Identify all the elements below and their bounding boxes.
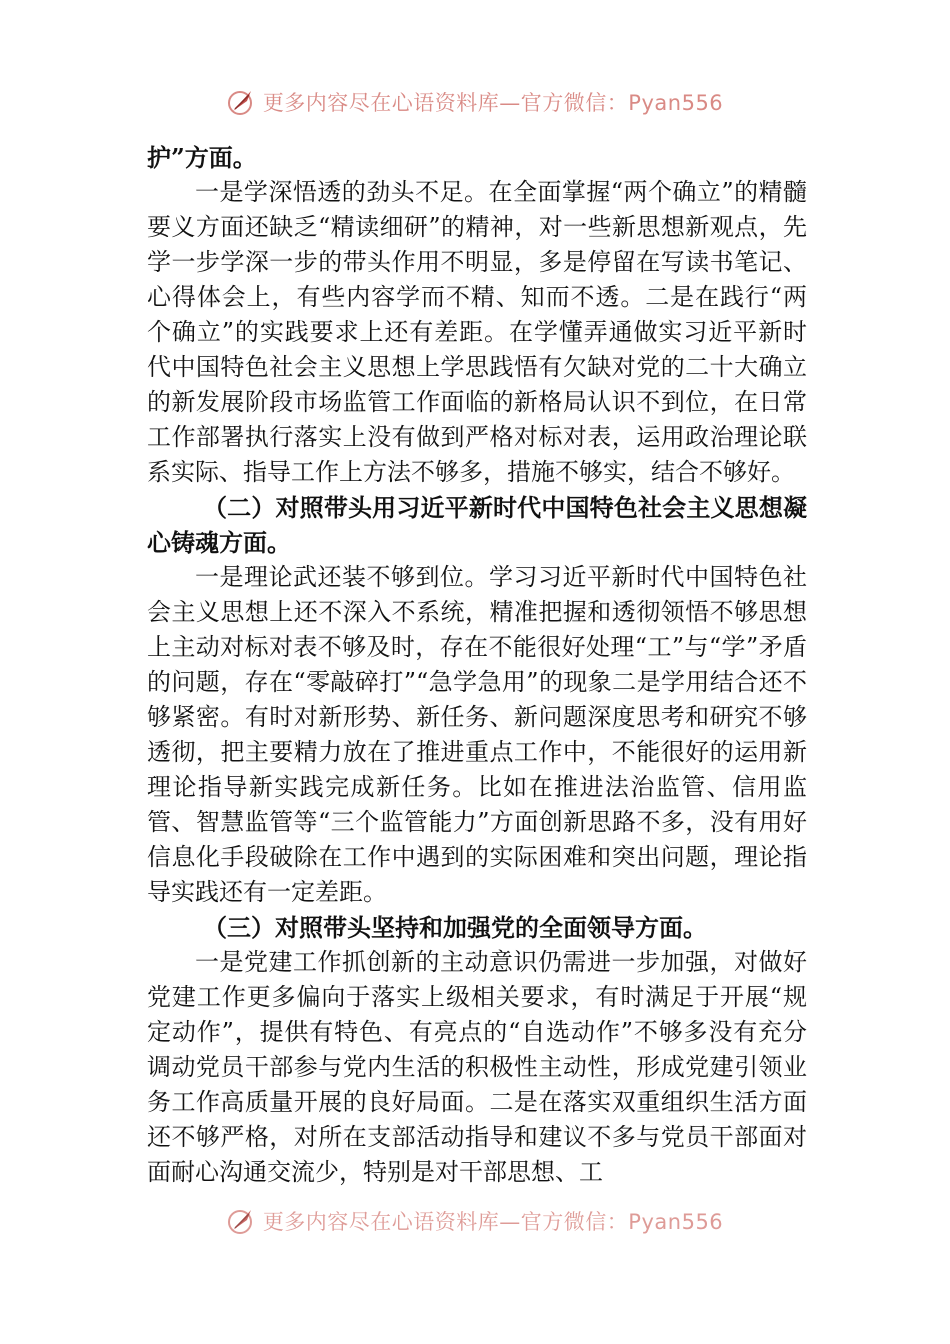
paragraph-body: 一是理论武还装不够到位。学习习近平新时代中国特色社会主义思想上还不深入不系统，精准把握和透彻领悟不够思想上主动对标对表不够及时，存在不能很好处理“工”与“学”矛盾的问题，存在“零敲碎打”“急学急用”的现象二是学用结合还不够紧密。有时对新形势、新任务、新问题深度思考和研究不够透彻，把主要精力放在了推进重点工作中，不能很好的运用新理论指导新实践完成新任务。比如在推进法治监管、信用监管、智慧监管等“三个监管能力”方面创新思路不多，没有用好信息化手段破除在工作中遇到的实际困难和突出问题，理论指导实践还有一定差距。	[147, 563, 807, 906]
section-heading: （二）对照带头用习近平新时代中国特色社会主义思想凝心铸魂方面。	[147, 493, 807, 557]
watermark-header	[0, 84, 950, 120]
paragraph-body: 一是党建工作抓创新的主动意识仍需进一步加强，对做好党建工作更多偏向于落实上级相关要求，有时满足于开展“规定动作”，提供有特色、有亮点的“自选动作”不够多没有充分调动党员干部参与党内生活的积极性主动性，形成党建引领业务工作高质量开展的良好局面。二是在落实双重组织生活方面还不够严格，对所在支部活动指导和建议不多与党员干部面对面耐心沟通交流少，特别是对干部思想、工	[147, 948, 807, 1186]
watermark-text: 更多内容尽在心语资料库—官方微信：Pyan556	[262, 91, 724, 115]
quill-logo-icon	[227, 87, 257, 117]
section-heading: （三）对照带头坚持和加强党的全面领导方面。	[203, 913, 707, 942]
paragraph-body: 一是学深悟透的劲头不足。在全面掌握“两个确立”的精髓要义方面还缺乏“精读细研”的精神，对一些新思想新观点，先学一步学深一步的带头作用不明显，多是停留在写读书笔记、心得体会上，有些内容学而不精、知而不透。二是在践行“两个确立”的实践要求上还有差距。在学懂弄通做实习近平新时代中国特色社会主义思想上学思践悟有欠缺对党的二十大确立的新发展阶段市场监管工作面临的新格局认识不到位，在日常工作部署执行落实上没有做到严格对标对表，运用政治理论联系实际、指导工作上方法不够多，措施不够实，结合不够好。	[147, 178, 807, 486]
document-body	[147, 140, 807, 1190]
paragraph-continuation: 护”方面。	[147, 143, 257, 172]
watermark-footer	[0, 1203, 950, 1239]
quill-logo-icon	[227, 1206, 257, 1236]
watermark-text: 更多内容尽在心语资料库—官方微信：Pyan556	[262, 1210, 724, 1234]
